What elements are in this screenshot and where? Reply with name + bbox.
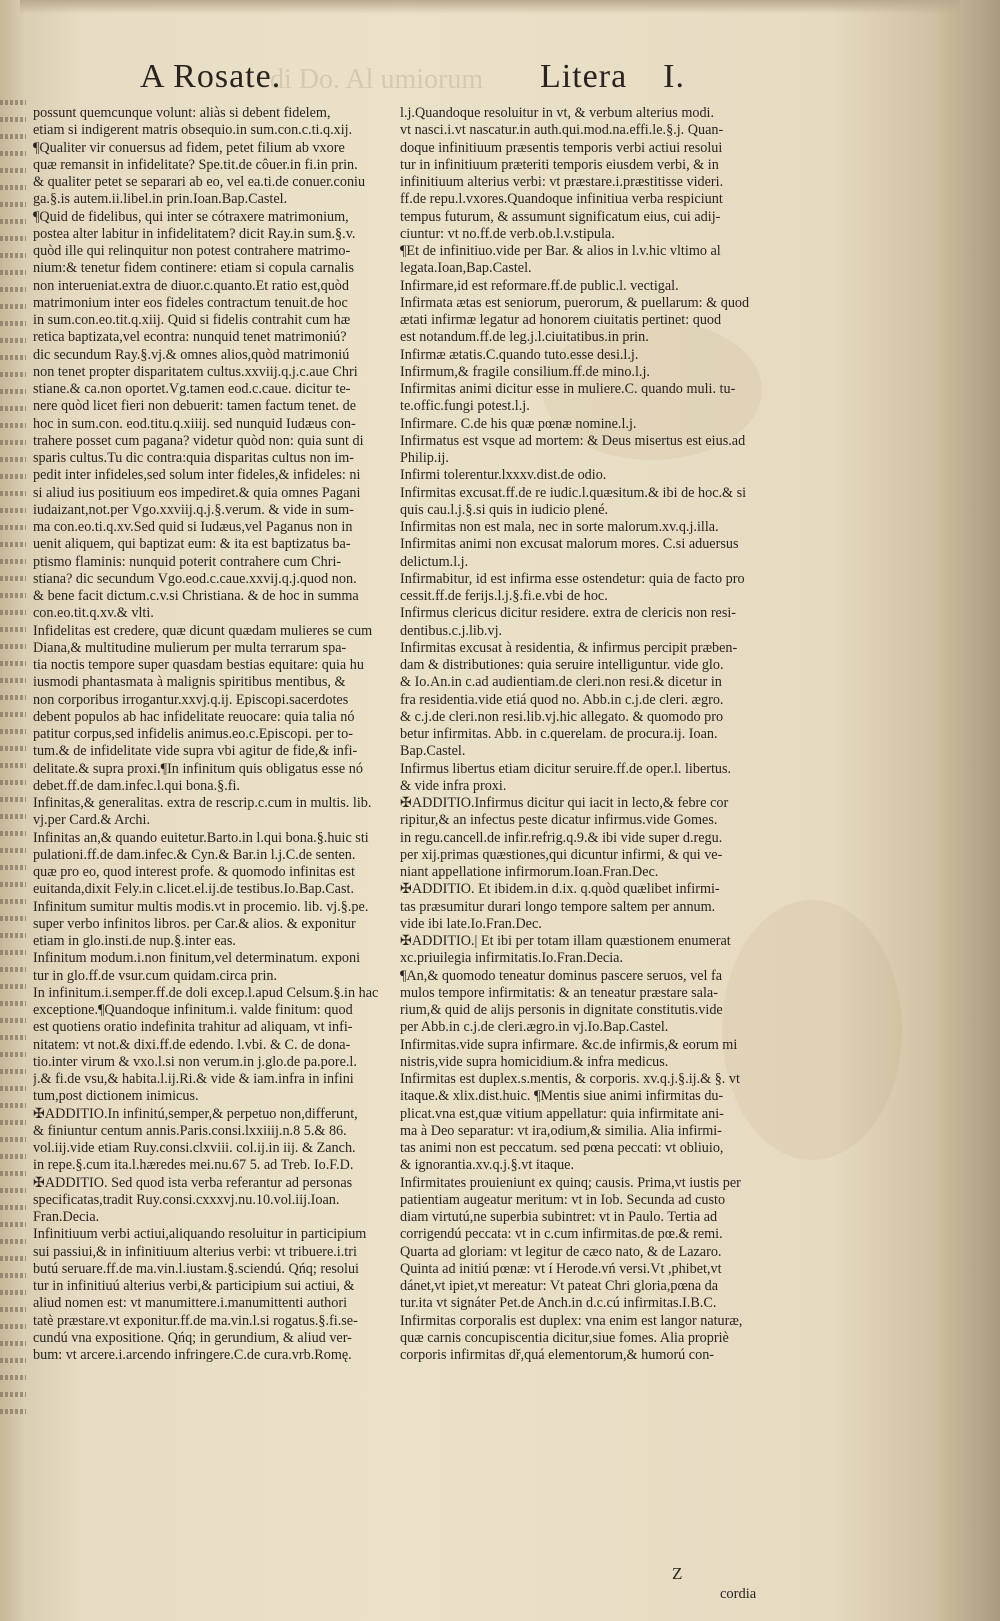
signature-mark: Z [672, 1564, 683, 1583]
text-line: butú seruare.ff.de ma.vin.l.iustam.§.sciendú. Qńq; resolui [33, 1260, 359, 1277]
gutter-line [0, 1222, 26, 1227]
text-line: nere quòd licet fieri non debuerit: tamen factum tenet. de [33, 398, 357, 415]
text-line: Infirmare. C.de his quæ pœnæ nomine.l.j. [400, 415, 637, 432]
text-line: rium,& quid de alijs personis in dignitate constitutis.vide [400, 1002, 723, 1018]
text-line: tur in infinitiuú alterius verbi,& participium sui actiui, & [33, 1278, 355, 1294]
gutter-line [0, 1358, 26, 1363]
gutter-line [0, 1341, 26, 1346]
running-head-left: A Rosate. [140, 58, 282, 95]
gutter-line [0, 100, 26, 105]
gutter-line [0, 882, 26, 887]
gutter-line [0, 117, 26, 122]
text-line: tempus futurum, & assumunt significatum eius, cui adij- [400, 208, 721, 225]
gutter-line [0, 1120, 26, 1125]
text-line: non corporibus irrogantur.xxvj.q.ij. Episcopi.sacerdotes [33, 691, 349, 708]
gutter-line [0, 423, 26, 428]
gutter-line [0, 831, 26, 836]
text-line: Infirmæ ætatis.C.quando tuto.esse desi.l.j. [400, 346, 639, 363]
text-line: retica baptizata,vel econtra: nunquid tenet matrimoniú? [33, 329, 347, 346]
text-line: vj.per Card.& Archi. [33, 812, 151, 829]
gutter-line [0, 151, 26, 156]
gutter-line [0, 508, 26, 513]
text-line: dam & distributiones: quia seruire intelliguntur. vide glo. [400, 657, 724, 673]
text-line: Quarta ad gloriam: vt legitur de cæco nato, & de Lazaro. [400, 1243, 722, 1260]
gutter-line [0, 593, 26, 598]
gutter-line [0, 372, 26, 377]
gutter-line [0, 678, 26, 683]
text-line: te.offic.fungi potest.l.j. [400, 398, 530, 415]
text-line: dentibus.c.j.lib.vj. [400, 622, 503, 639]
text-line: possunt quemcunque volunt: aliàs si debent fidelem, [33, 105, 331, 121]
text-line: matrimonium inter eos fideles contractum tenuit.de hoc [33, 294, 348, 311]
gutter-line [0, 1052, 26, 1057]
text-line: corporis infirmitas dř,quá elementorum,& humorú con- [400, 1347, 715, 1363]
text-line: tas præsumitur durari longo tempore saltem per annum. [400, 898, 716, 915]
text-line: ga.§.is autem.ii.libel.in prin.Ioan.Bap.Castel. [33, 191, 288, 208]
text-line: per xij.primas quæstiones,qui dicuntur infirmi, & qui ve- [400, 846, 723, 863]
text-line: debent populos ab hac infidelitate reuocare: quia talia nó [33, 708, 355, 725]
text-line: postea alter labitur in infidelitatem? dicit Ray.in sum.§.v. [33, 225, 356, 242]
text-line: quòd ille qui relinquitur non potest contrahere matrimo- [33, 243, 351, 259]
gutter-line [0, 712, 26, 717]
text-line: Fran.Decia. [33, 1209, 100, 1225]
text-line: Infirmatus est vsque ad mortem: & Deus misertus est eius.ad [400, 432, 746, 449]
text-line: ✠ADDITIO.| Et ibi per totam illam quæstionem enumerat [400, 933, 731, 949]
text-line: tum,post dictionem inimicus. [33, 1088, 199, 1105]
text-line: & bene facit dictum.c.v.si Christiana. & de hoc in summa [33, 588, 359, 604]
text-line: ✠ADDITIO.Infirmus dicitur qui iacit in lecto,& febre cor [400, 795, 729, 811]
text-line: Infirmitates prouieniunt ex quinq; causis. Prima,vt iustis per [400, 1174, 741, 1191]
text-line: tia noctis tempore super quasdam bestias equitare: quia hu [33, 657, 364, 673]
text-line: euitanda,dixit Fely.in c.licet.el.ij.de testibus.Io.Bap.Cast. [33, 881, 354, 898]
text-line: dic secundum Ray.§.vj.& omnes alios,quòd matrimoniú [33, 346, 350, 363]
text-line: Infirmitas animi non excusat malorum mores. C.si aduersus [400, 536, 739, 553]
gutter-line [0, 253, 26, 258]
gutter-line [0, 797, 26, 802]
text-line: & vide infra proxi. [400, 777, 507, 794]
text-line: Infirmus libertus etiam dicitur seruire.ff.de oper.l. libertus. [400, 760, 732, 777]
text-line: betur infirmitas. Abb. in c.querelam. de procura.ij. Ioan. [400, 726, 718, 742]
gutter-line [0, 1001, 26, 1006]
text-line: tur in glo.ff.de vsur.cum quidam.circa prin. [33, 967, 278, 984]
text-line: cessit.ff.de ferijs.l.j.§.fi.e.vbi de hoc. [400, 588, 608, 604]
bleed-through-text: di Do. Al umiorum [270, 64, 484, 95]
gutter-line [0, 763, 26, 768]
gutter-line [0, 848, 26, 853]
gutter-line [0, 865, 26, 870]
text-line: Infirmabitur, id est infirma esse ostendetur: quia de facto pro [400, 570, 745, 587]
text-line: itaque.& xlix.dist.huic. ¶Mentis siue animi infirmitas du- [400, 1088, 724, 1105]
text-line: Infirmi tolerentur.lxxxv.dist.de odio. [400, 467, 607, 484]
gutter-line [0, 134, 26, 139]
text-line: ¶Et de infinitiuo.vide per Bar. & alios in l.v.hic vltimo al [400, 243, 721, 259]
text-line: ma à Deo separatur: vt ira,odium,& similia. Alia infirmi- [400, 1122, 722, 1139]
text-line: tatè præstare.vt exponitur.ff.de ma.vin.l.si rogatus.§.fi.se- [33, 1312, 358, 1329]
gutter-line [0, 627, 26, 632]
text-line: est notandum.ff.de leg.j.l.ciuitatibus.in prin. [400, 329, 649, 346]
gutter-line [0, 1103, 26, 1108]
text-line: & c.j.de cleri.non resi.lib.vj.hic allegato. & quomodo pro [400, 708, 724, 725]
gutter-line [0, 1018, 26, 1023]
text-line: mulos tempore infirmitatis: & an teneatur præstare sala- [400, 984, 718, 1001]
text-line: in regu.cancell.de infir.refrig.q.9.& ibi vide super d.regu. [400, 829, 723, 846]
text-line: non interueniat.extra de diuor.c.quanto.Et ratio est,quòd [33, 277, 349, 294]
gutter-line [0, 304, 26, 309]
text-line: specificatas,tradit Ruy.consi.cxxxvj.nu.10.vol.iij.Ioan. [33, 1191, 340, 1208]
text-line: ff.de repu.l.vxores.Quandoque infinitiua verba respiciunt [400, 191, 723, 208]
text-line: ✠ADDITIO. Et ibidem.in d.ix. q.quòd quælibet infirmi- [400, 881, 720, 898]
text-line: iudaizant,not.per Vgo.xxviij.q.j.§.verum. & vide in sum- [33, 501, 354, 518]
gutter-line [0, 1154, 26, 1159]
text-line: hoc in sum.con. eod.titu.q.xiiij. sed nunquid Iudæus con- [33, 415, 356, 432]
text-line: Infirmitas.vide supra infirmare. &c.de infirmis,& eorum mi [400, 1036, 738, 1053]
text-line: niant appellatione infirmorum.Ioan.Fran.Dec. [400, 864, 659, 880]
text-line: Infirmum,& fragile consilium.ff.de mino.l.j. [400, 363, 650, 380]
gutter-line [0, 185, 26, 190]
text-column-left [33, 105, 395, 1364]
text-line: Infirmitas corporalis est duplex: vna enim est langor naturæ, [400, 1312, 743, 1329]
text-line: si aliud ius positiuum eos impediret.& quia omnes Pagani [33, 484, 361, 501]
top-edge-shadow [20, 0, 980, 14]
gutter-line [0, 1273, 26, 1278]
text-line: Infirmitas excusat.ff.de re iudic.l.quæsitum.& ibi de hoc.& si [400, 484, 747, 501]
text-line: corrigendú peccata: vt in c.cum infirmitas.de pœ.& remi. [400, 1226, 723, 1243]
text-line: etiam si indigerent matris obsequio.in sum.con.c.ti.q.xij. [33, 122, 353, 139]
text-line: ¶An,& quomodo teneatur dominus pascere seruos, vel fa [400, 967, 723, 984]
gutter-line [0, 950, 26, 955]
gutter-line [0, 1375, 26, 1380]
gutter-line [0, 491, 26, 496]
gutter-line [0, 1392, 26, 1397]
text-line: Infidelitas est credere, quæ dicunt quædam mulieres se cum [33, 622, 373, 639]
gutter-line [0, 1188, 26, 1193]
text-line: ripitur,& an infectus peste dicatur infirmus.vide Gomes. [400, 812, 718, 829]
text-line: ¶Qualiter vir conuersus ad fidem, petet filium ab vxore [33, 139, 345, 156]
page-gutter [0, 0, 26, 1621]
gutter-line [0, 219, 26, 224]
page-right-edge [960, 0, 1000, 1621]
gutter-line [0, 916, 26, 921]
gutter-line [0, 525, 26, 530]
text-line: Infirmata ætas est seniorum, puerorum, & puellarum: & quod [400, 294, 750, 311]
gutter-line [0, 1205, 26, 1210]
gutter-line [0, 457, 26, 462]
text-line: ¶Quid de fidelibus, qui inter se cótraxere matrimonium, [33, 208, 349, 225]
gutter-line [0, 1035, 26, 1040]
text-line: diam virtutú,ne superbia subintret: vt in Paulo. Tertia ad [400, 1209, 718, 1225]
text-line: legata.Ioan,Bap.Castel. [400, 260, 532, 277]
gutter-line [0, 1069, 26, 1074]
text-line: sui passiui,& in infinitiuum alterius verbi: vt tribuere.i.tri [33, 1243, 357, 1260]
gutter-line [0, 576, 26, 581]
text-line: stiane.& ca.non oportet.Vg.tamen eod.c.caue. dicitur te- [33, 381, 351, 397]
gutter-line [0, 644, 26, 649]
gutter-line [0, 1137, 26, 1142]
text-column-right [400, 105, 810, 1364]
text-line: vide ibi late.Io.Fran.Dec. [400, 915, 542, 932]
catchword: cordia [720, 1586, 757, 1602]
gutter-line [0, 814, 26, 819]
text-line: quæ carnis concupiscentia dicitur,siue fomes. Alia propriè [400, 1329, 729, 1346]
text-line: ptismo flaminis: nunquid poterit contrahere cum Chri- [33, 553, 342, 570]
running-head-right [540, 58, 685, 96]
gutter-line [0, 389, 26, 394]
text-line: ætati infirmæ legatur ad honorem ciuitatis pertinet: quod [400, 312, 722, 328]
text-line: Infinitiuum verbi actiui,aliquando resoluitur in participium [33, 1226, 367, 1243]
gutter-line [0, 287, 26, 292]
text-line: ✠ADDITIO. Sed quod ista verba referantur ad personas [33, 1174, 353, 1191]
text-line: tio.inter virum & vxo.l.si non verum.in j.glo.de pa.pore.l. [33, 1053, 357, 1070]
text-line: vol.iij.vide etiam Ruy.consi.clxviii. col.ij.in iij. & Zanch. [33, 1140, 356, 1156]
text-line: doque infinitiuum præsentis temporis verbi actiui resolui [400, 139, 723, 156]
running-head-numeral: I. [663, 58, 685, 95]
text-line: per Abb.in c.j.de cleri.ægro.in vj.Io.Bap.Castel. [400, 1019, 669, 1036]
gutter-line [0, 355, 26, 360]
text-line: patitur corpus,sed infidelis animus.eo.c.Episcopi. per to- [33, 726, 353, 742]
text-line: l.j.Quandoque resoluitur in vt, & verbum alterius modi. [400, 105, 715, 121]
text-line: debet.ff.de dam.infec.l.qui bona.§.fi. [33, 777, 240, 794]
text-line: quæ pro eo, quod interest profe. & quomodo infinitas est [33, 864, 355, 880]
gutter-line [0, 695, 26, 700]
text-line: nium:& tenetur fidem continere: etiam si copula carnalis [33, 260, 355, 277]
text-line: trahere posset cum pagana? videtur quòd non: quia sunt di [33, 432, 364, 449]
gutter-line [0, 1256, 26, 1261]
gutter-line [0, 661, 26, 666]
text-line: Quinta ad initiú pœnæ: vt í Herode.vń versi.Vt ,phibet,vt [400, 1260, 722, 1277]
text-line: tas animi non est peccatum. sed pœna peccati: vt obliuio, [400, 1140, 724, 1156]
text-line: Infinitas an,& quando euitetur.Barto.in l.qui bona.§.huic sti [33, 829, 369, 846]
text-line: vt nasci.i.vt nascatur.in auth.qui.mod.na.effi.le.§.j. Quan- [400, 122, 724, 139]
text-line: super verbo infinitos libros. per Car.& alios. & exponitur [33, 915, 356, 932]
text-line: & ignorantia.xv.q.j.§.vt itaque. [400, 1157, 575, 1174]
gutter-line [0, 270, 26, 275]
text-line: sparis cultus.Tu dic contra:quia disparitas cultus non im- [33, 450, 355, 466]
gutter-line [0, 610, 26, 615]
text-line: Infirmitas est duplex.s.mentis, & corporis. xv.q.j.§.ij.& §. vt [400, 1071, 740, 1087]
text-line: ✠ADDITIO.In infinitú,semper,& perpetuo non,differunt, [33, 1105, 358, 1122]
text-line: In infinitum.i.semper.ff.de doli excep.l.apud Celsum.§.in hac [33, 984, 379, 1001]
text-line: xc.priuilegia infirmitatis.Io.Fran.Decia. [400, 950, 623, 967]
text-line: Infinitas,& generalitas. extra de rescrip.c.cum in multis. lib. [33, 795, 372, 811]
text-line: quis cau.l.j.§.si quis in iudicio plené. [400, 501, 609, 518]
text-line: pulationi.ff.de dam.infec.& Cyn.& Bar.in l.j.C.de senten. [33, 846, 356, 863]
gutter-line [0, 440, 26, 445]
text-line: & qualiter petet se separari ab eo, vel ea.ti.de conuer.coniu [33, 174, 366, 190]
gutter-line [0, 1409, 26, 1414]
gutter-line [0, 1324, 26, 1329]
text-line: pedit inter infideles,sed solum inter fideles,& infideles: ni [33, 467, 361, 484]
text-line: iusmodi phantasmata à malignis spiritibus mentibus, & [33, 674, 346, 691]
gutter-line [0, 321, 26, 326]
gutter-line [0, 202, 26, 207]
text-line: & Io.An.in c.ad audientiam.de cleri.non resi.& dicetur in [400, 674, 722, 691]
text-line: stiana? dic secundum Vgo.eod.c.caue.xxvij.q.j.quod non. [33, 570, 357, 587]
text-line: Infinitum sumitur multis modis.vt in procemio. lib. vj.§.pe. [33, 898, 369, 915]
text-line: Infirmus clericus dicitur residere. extra de clericis non resi- [400, 605, 737, 622]
text-line: cundú vna expositione. Qńq; in gerundium, & aliud ver- [33, 1329, 352, 1346]
text-line: dánet,vt ipiet,vt mereatur: Vt pateat Chri gloria,pœna da [400, 1278, 719, 1294]
text-line: Infirmitas excusat à residentia, & infirmus percipit præben- [400, 639, 738, 656]
gutter-line [0, 1171, 26, 1176]
text-line: tum.& de infidelitate vide supra vbi agitur de fide,& infi- [33, 743, 358, 760]
gutter-line [0, 729, 26, 734]
text-line: patientiam augeatur meritum: vt in Iob. Secunda ad custo [400, 1191, 726, 1208]
text-line: delictum.l.j. [400, 553, 469, 570]
gutter-line [0, 559, 26, 564]
text-line: ma con.eo.ti.q.xv.Sed quid si Iudæus,vel Paganus non in [33, 519, 353, 535]
text-line: in sum.con.eo.tit.q.xiij. Quid si fidelis contrahit cum hæ [33, 312, 351, 328]
text-line: non tenet propter disparitatem cultus.xxviij.q.j.c.aue Chri [33, 363, 358, 380]
gutter-line [0, 984, 26, 989]
gutter-line [0, 1239, 26, 1244]
gutter-line [0, 1307, 26, 1312]
gutter-line [0, 168, 26, 173]
running-head-letter: Litera [540, 58, 628, 95]
gutter-line [0, 542, 26, 547]
gutter-line [0, 780, 26, 785]
gutter-line [0, 474, 26, 479]
gutter-line [0, 1290, 26, 1295]
text-line: est quotiens oratio indefinita trahitur ad aliquam, vt infi- [33, 1019, 353, 1036]
text-line: Infirmitas animi dicitur esse in muliere.C. quando muli. tu- [400, 381, 736, 397]
text-line: exceptione.¶Quandoque infinitum.i. valde finitum: quod [33, 1002, 353, 1018]
text-line: in repe.§.cum ita.l.hæredes mei.nu.67 5. ad Treb. Io.F.D. [33, 1157, 354, 1174]
text-line: nitatem: vt not.& dixi.ff.de edendo. l.vbi. & C. de dona- [33, 1036, 351, 1053]
text-line: quæ remansit in infidelitate? Spe.tit.de côuer.in fi.in prin. [33, 156, 358, 173]
text-line: bum: vt arcere.i.arcendo infringere.C.de cura.vrb.Romę. [33, 1347, 352, 1363]
text-line: j.& fi.de vsu,& habita.l.ij.Ri.& vide & iam.infra in infini [33, 1071, 354, 1087]
text-line: & finiuntur centum annis.Paris.consi.lxxiiij.n.8 5.& 86. [33, 1122, 347, 1139]
text-line: Philip.ij. [400, 450, 449, 466]
gutter-line [0, 933, 26, 938]
text-line: etiam in glo.insti.de nup.§.inter eas. [33, 933, 236, 949]
text-line: Infirmare,id est reformare.ff.de public.l. vectigal. [400, 277, 679, 294]
text-line: tur.ita vt signáter Pet.de Anch.in d.c.cú infirmitas.I.B.C. [400, 1295, 717, 1312]
text-line: con.eo.tit.q.xv.& vlti. [33, 605, 154, 622]
text-line: Diana,& multitudine mulierum per multa terrarum spa- [33, 639, 347, 656]
text-line: aliud nomen est: vt manumittere.i.manumittenti authori [33, 1295, 348, 1312]
text-line: Bap.Castel. [400, 743, 466, 760]
text-line: nistris,vide supra homicidium.& infra medicus. [400, 1053, 669, 1070]
text-line: plicat.vna est,quæ vitium appellatur: quia infirmitate ani- [400, 1105, 724, 1122]
gutter-line [0, 406, 26, 411]
gutter-line [0, 967, 26, 972]
text-line: ciuntur: vt no.ff.de verb.ob.l.v.stipula. [400, 225, 615, 242]
gutter-line [0, 746, 26, 751]
gutter-line [0, 338, 26, 343]
gutter-line [0, 236, 26, 241]
text-line: fra residentia.vide etiá quod no. Abb.in c.j.de cleri. ægro. [400, 691, 724, 708]
text-line: delitate.& supra proxi.¶In infinitum quis obligatus esse nó [33, 760, 363, 777]
text-line: Infinitum modum.i.non finitum,vel determinatum. exponi [33, 950, 361, 967]
text-line: tur in infinitiuum præteriti temporis eiusdem verbi, & in [400, 156, 719, 173]
text-line: infinitiuum alterius verbi: vt præstare.i.præstitisse videri. [400, 174, 724, 190]
gutter-line [0, 899, 26, 904]
gutter-line [0, 1086, 26, 1091]
text-line: uenit aliquem, qui baptizat eum: & ita est baptizatus ba- [33, 536, 351, 553]
text-line: Infirmitas non est mala, nec in sorte malorum.xv.q.j.illa. [400, 519, 719, 535]
